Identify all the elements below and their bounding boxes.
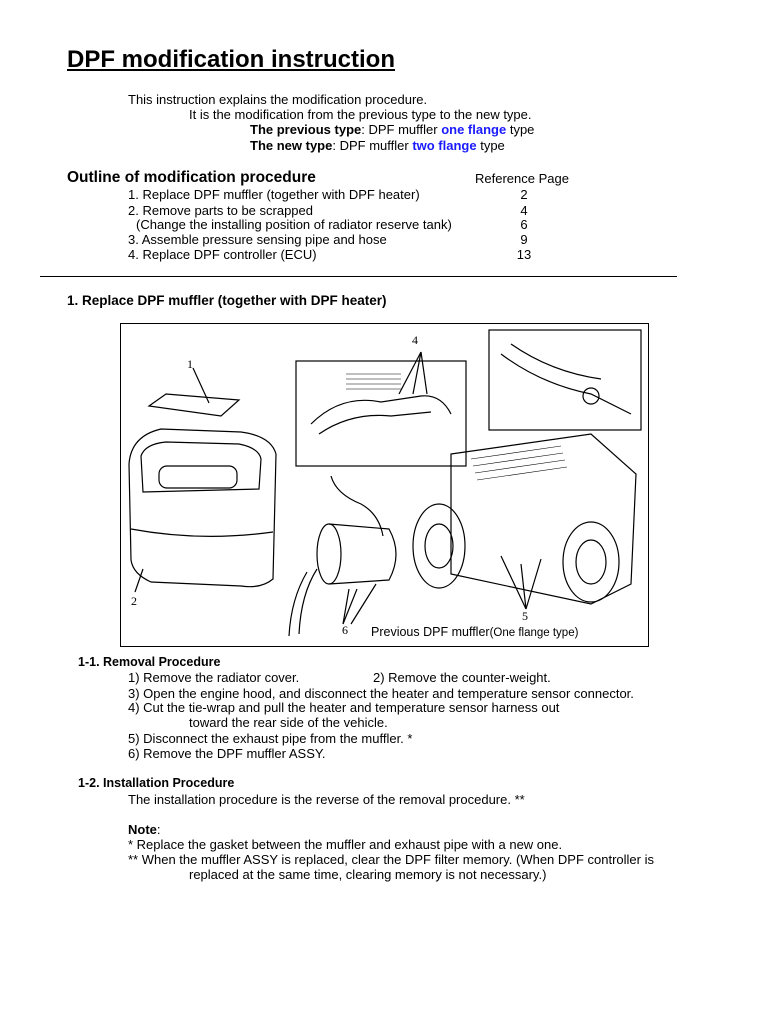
muffler-diagram	[120, 323, 649, 647]
note-label: Note	[128, 822, 157, 837]
removal-step-4a: 4) Cut the tie-wrap and pull the heater and temperature sensor harness out	[128, 700, 560, 715]
callout-4: 4	[412, 333, 418, 347]
rear-wheel-shape	[563, 522, 619, 602]
dpf-muffler-shape	[329, 524, 396, 584]
outline-item-2-sub: (Change the installing position of radiator reserve tank)	[136, 217, 452, 232]
note-line-2a: ** When the muffler ASSY is replaced, clear the DPF filter memory. (When DPF controller is	[128, 852, 654, 867]
outline-page-3: 9	[520, 232, 528, 247]
previous-type-line	[250, 122, 534, 137]
section-divider	[40, 276, 677, 277]
vehicle-frame-shape	[451, 434, 636, 604]
counterweight-shape	[129, 429, 276, 587]
outline-item-1: 1. Replace DPF muffler (together with DPF heater)	[128, 187, 420, 202]
reference-page-header: Reference Page	[475, 171, 569, 186]
removal-step-3: 3) Open the engine hood, and disconnect the heater and temperature sensor connector.	[128, 686, 634, 701]
detail-box-wiring	[296, 361, 466, 466]
previous-type-suffix: type	[506, 122, 535, 137]
intro-line-1: This instruction explains the modification procedure.	[128, 92, 428, 107]
figure-caption	[371, 625, 578, 639]
front-wheel-shape	[413, 504, 465, 588]
previous-type-text: : DPF muffler	[361, 122, 442, 137]
outline-page-4: 13	[516, 247, 532, 262]
outline-heading: Outline of modification procedure	[67, 169, 316, 186]
outline-item-2: 2. Remove parts to be scrapped	[128, 203, 313, 218]
installation-text: The installation procedure is the reverse of the removal procedure. **	[128, 792, 525, 807]
callout-1: 1	[187, 357, 193, 371]
outline-page-2: 4	[520, 203, 528, 218]
callout-2: 2	[131, 594, 137, 608]
new-type-line	[250, 138, 505, 153]
note-colon: :	[156, 822, 161, 837]
page-title: DPF modification instruction	[67, 46, 395, 73]
callout-5: 5	[522, 609, 528, 623]
new-type-highlight: two flange	[412, 138, 477, 153]
removal-step-2: 2) Remove the counter-weight.	[373, 670, 551, 685]
outline-item-3: 3. Assemble pressure sensing pipe and hose	[128, 232, 387, 247]
outline-item-4: 4. Replace DPF controller (ECU)	[128, 247, 317, 262]
section-1-heading: 1. Replace DPF muffler (together with DPF heater)	[67, 293, 387, 308]
removal-step-5: 5) Disconnect the exhaust pipe from the muffler. *	[128, 731, 413, 746]
intro-line-2: It is the modification from the previous type to the new type.	[189, 107, 532, 122]
note-line-1: * Replace the gasket between the muffler and exhaust pipe with a new one.	[128, 837, 563, 852]
new-type-suffix: type	[476, 138, 505, 153]
figure-caption-sub: (One flange type)	[489, 627, 579, 639]
outline-page-2-sub: 6	[520, 217, 528, 232]
new-type-label: The new type	[250, 138, 333, 153]
removal-step-6: 6) Remove the DPF muffler ASSY.	[128, 746, 326, 761]
removal-step-4b: toward the rear side of the vehicle.	[189, 715, 388, 730]
previous-type-highlight: one flange	[441, 122, 507, 137]
previous-type-label: The previous type	[250, 122, 362, 137]
removal-step-1: 1) Remove the radiator cover.	[128, 670, 300, 685]
installation-heading: 1-2. Installation Procedure	[78, 776, 235, 790]
callout-6: 6	[342, 623, 348, 637]
note-heading	[128, 822, 161, 837]
note-line-2b: replaced at the same time, clearing memory is not necessary.)	[189, 867, 547, 882]
new-type-text: : DPF muffler	[332, 138, 413, 153]
outline-page-1: 2	[520, 187, 528, 202]
removal-heading: 1-1. Removal Procedure	[78, 655, 221, 669]
figure-caption-main: Previous DPF muffler	[371, 625, 490, 639]
radiator-cover-shape	[149, 394, 239, 416]
muffler-diagram-drawing	[121, 324, 648, 646]
